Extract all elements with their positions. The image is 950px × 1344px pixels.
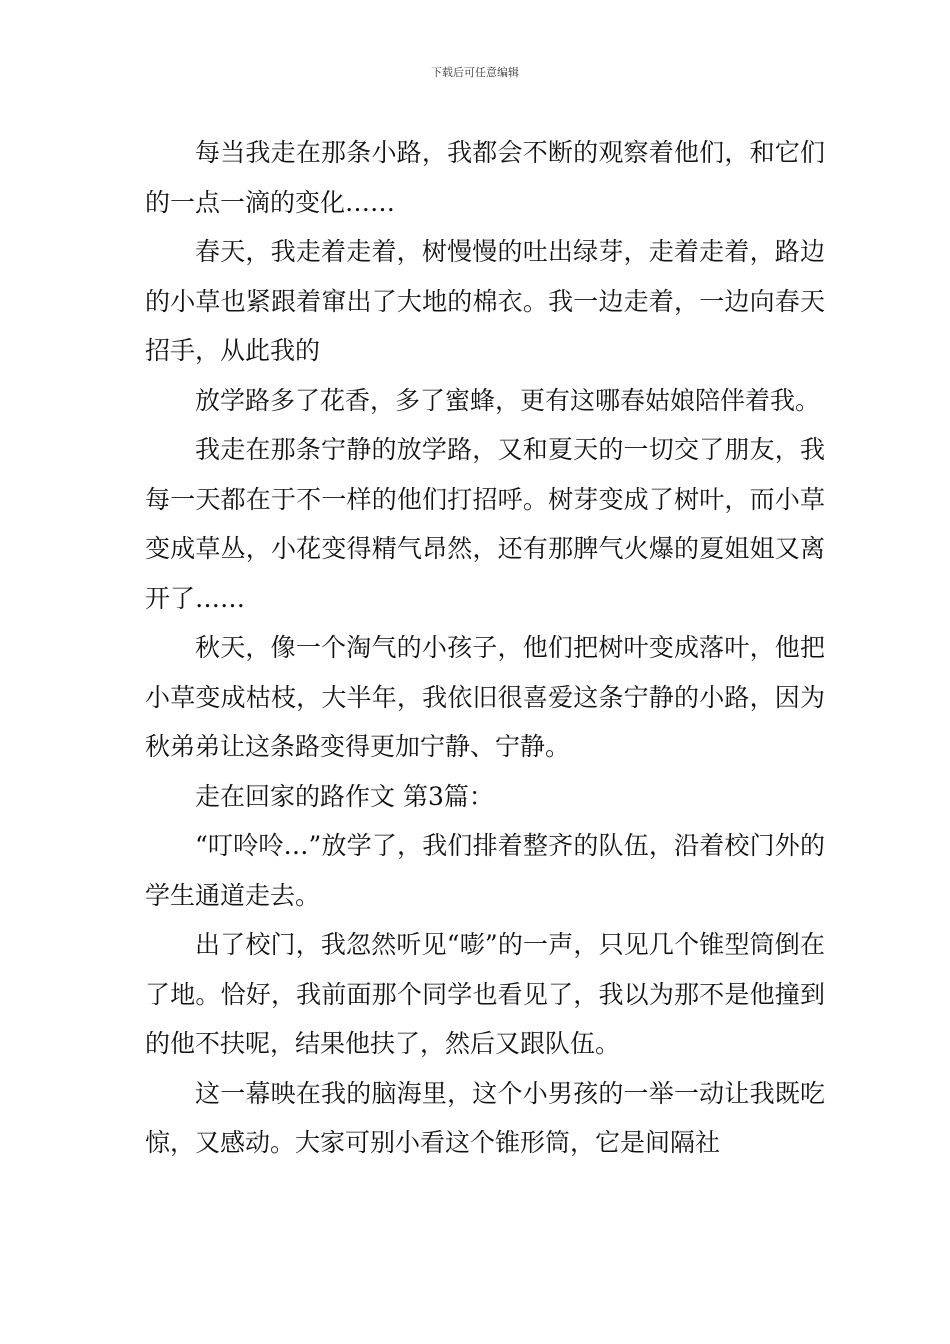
paragraph-reflection: 这一幕映在我的脑海里，这个小男孩的一举一动让我既吃惊，又感动。大家可别小看这个锥形筒，它是间隔社 — [145, 1078, 825, 1157]
document-body — [145, 128, 825, 1168]
paragraph-autumn: 秋天，像一个淘气的小孩子，他们把树叶变成落叶，他把小草变成枯枝，大半年，我依旧很喜爱这条宁静的小路，因为秋弟弟让这条路变得更加宁静、宁静。 — [145, 633, 825, 761]
page-header: 下载后可任意编辑 — [431, 66, 519, 79]
paragraph-spring: 春天，我走着走着，树慢慢的吐出绿芽，走着走着，路边的小草也紧跟着窜出了大地的棉衣。我一边走着，一边向春天招手，从此我的 — [145, 237, 825, 365]
paragraph-summer: 我走在那条宁静的放学路，又和夏天的一切交了朋友，我每一天都在于不一样的他们打招呼。树芽变成了树叶，而小草变成草丛，小花变得精气昂然，还有那脾气火爆的夏姐姐又离开了…… — [145, 435, 825, 613]
paragraph-spring-continued: 放学路多了花香，多了蜜蜂，更有这哪春姑娘陪伴着我。 — [195, 385, 821, 415]
paragraph-observe: 每当我走在那条小路，我都会不断的观察着他们，和它们的一点一滴的变化…… — [145, 138, 825, 217]
paragraph-cones: 出了校门，我忽然听见“嘭”的一声，只见几个锥型筒倒在了地。恰好，我前面那个同学也看见了，我以为那不是他撞到的他不扶呢，结果他扶了，然后又跟队伍。 — [145, 930, 825, 1058]
paragraph-school-bell: “叮呤呤…”放学了，我们排着整齐的队伍，沿着校门外的学生通道走去。 — [145, 831, 825, 910]
section-heading: 走在回家的路作文 第3篇： — [195, 781, 494, 811]
